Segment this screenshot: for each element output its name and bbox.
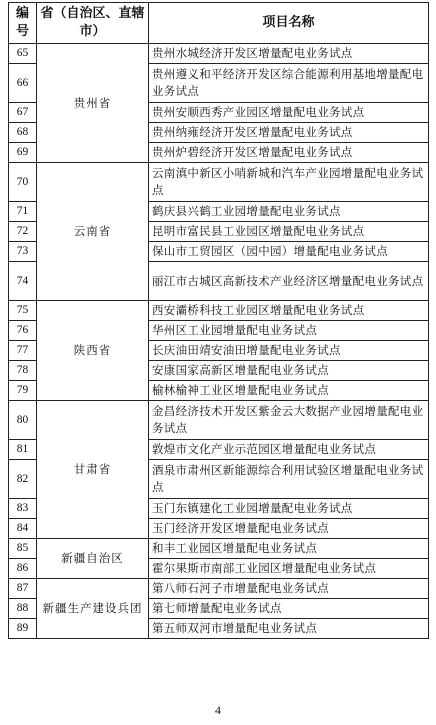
header-project-name: 项目名称 bbox=[149, 3, 429, 44]
project-name-cell: 第七师增量配电业务试点 bbox=[149, 599, 429, 619]
row-number: 83 bbox=[9, 499, 37, 519]
project-name-cell: 贵州遵义和平经济开发区综合能源利用基地增量配电业务试点 bbox=[149, 64, 429, 103]
table-row bbox=[9, 579, 429, 599]
row-number: 66 bbox=[9, 64, 37, 103]
project-name-cell: 贵州纳雍经济开发区增量配电业务试点 bbox=[149, 123, 429, 143]
project-name-cell: 贵州炉碧经济开发区增量配电业务试点 bbox=[149, 143, 429, 163]
project-name-cell: 西安灞桥科技工业园区增量配电业务试点 bbox=[149, 301, 429, 321]
row-number: 81 bbox=[9, 440, 37, 460]
row-number: 67 bbox=[9, 103, 37, 123]
province-cell: 甘肃省 bbox=[37, 401, 149, 539]
row-number: 82 bbox=[9, 460, 37, 499]
province-cell: 新疆生产建设兵团 bbox=[37, 579, 149, 639]
row-number: 89 bbox=[9, 619, 37, 639]
province-cell: 陕西省 bbox=[37, 301, 149, 401]
table-row bbox=[9, 163, 429, 202]
row-number: 85 bbox=[9, 539, 37, 559]
header-province: 省（自治区、直辖市） bbox=[37, 3, 149, 44]
row-number: 65 bbox=[9, 44, 37, 64]
row-number: 86 bbox=[9, 559, 37, 579]
project-name-cell: 酒泉市肃州区新能源综合利用试验区增量配电业务试点 bbox=[149, 460, 429, 499]
project-name-cell: 贵州安顺西秀产业园区增量配电业务试点 bbox=[149, 103, 429, 123]
table-row bbox=[9, 539, 429, 559]
row-number: 87 bbox=[9, 579, 37, 599]
row-number: 76 bbox=[9, 321, 37, 341]
project-name-cell: 霍尔果斯市南部工业园区增量配电业务试点 bbox=[149, 559, 429, 579]
project-name-cell: 贵州水城经济开发区增量配电业务试点 bbox=[149, 44, 429, 64]
project-name-cell: 玉门经济开发区增量配电业务试点 bbox=[149, 519, 429, 539]
project-name-cell: 敦煌市文化产业示范园区增量配电业务试点 bbox=[149, 440, 429, 460]
document-page bbox=[8, 2, 428, 639]
table-row bbox=[9, 301, 429, 321]
project-name-cell: 昆明市富民县工业园区增量配电业务试点 bbox=[149, 222, 429, 242]
row-number: 79 bbox=[9, 381, 37, 401]
row-number: 72 bbox=[9, 222, 37, 242]
row-number: 88 bbox=[9, 599, 37, 619]
table-body bbox=[9, 44, 429, 639]
row-number: 77 bbox=[9, 341, 37, 361]
project-name-cell: 保山市工贸园区（园中园）增量配电业务试点 bbox=[149, 242, 429, 262]
row-number: 71 bbox=[9, 202, 37, 222]
row-number: 78 bbox=[9, 361, 37, 381]
project-name-cell: 云南滇中新区小哨新城和汽车产业园增量配电业务试点 bbox=[149, 163, 429, 202]
project-name-cell: 安康国家高新区增量配电业务试点 bbox=[149, 361, 429, 381]
project-name-cell: 长庆油田靖安油田增量配电业务试点 bbox=[149, 341, 429, 361]
row-number: 69 bbox=[9, 143, 37, 163]
row-number: 70 bbox=[9, 163, 37, 202]
project-name-cell: 华州区工业园增量配电业务试点 bbox=[149, 321, 429, 341]
province-cell: 新疆自治区 bbox=[37, 539, 149, 579]
row-number: 84 bbox=[9, 519, 37, 539]
row-number: 75 bbox=[9, 301, 37, 321]
project-name-cell: 第五师双河市增量配电业务试点 bbox=[149, 619, 429, 639]
row-number: 80 bbox=[9, 401, 37, 440]
table-row bbox=[9, 44, 429, 64]
province-cell: 贵州省 bbox=[37, 44, 149, 163]
row-number: 68 bbox=[9, 123, 37, 143]
project-name-cell: 丽江市古城区高新技术产业经济区增量配电业务试点 bbox=[149, 262, 429, 301]
project-name-cell: 鹤庆县兴鹤工业园增量配电业务试点 bbox=[149, 202, 429, 222]
pilot-project-table bbox=[8, 2, 429, 639]
project-name-cell: 玉门东镇建化工业园增量配电业务试点 bbox=[149, 499, 429, 519]
row-number: 74 bbox=[9, 262, 37, 301]
project-name-cell: 金昌经济技术开发区紫金云大数据产业园增量配电业务试点 bbox=[149, 401, 429, 440]
header-number: 编号 bbox=[9, 3, 37, 44]
table-row bbox=[9, 401, 429, 440]
row-number: 73 bbox=[9, 242, 37, 262]
page-number: 4 bbox=[215, 703, 221, 717]
project-name-cell: 第八师石河子市增量配电业务试点 bbox=[149, 579, 429, 599]
province-cell: 云南省 bbox=[37, 163, 149, 301]
table-header-row bbox=[9, 3, 429, 44]
project-name-cell: 和丰工业园区增量配电业务试点 bbox=[149, 539, 429, 559]
project-name-cell: 榆林榆神工业区增量配电业务试点 bbox=[149, 381, 429, 401]
